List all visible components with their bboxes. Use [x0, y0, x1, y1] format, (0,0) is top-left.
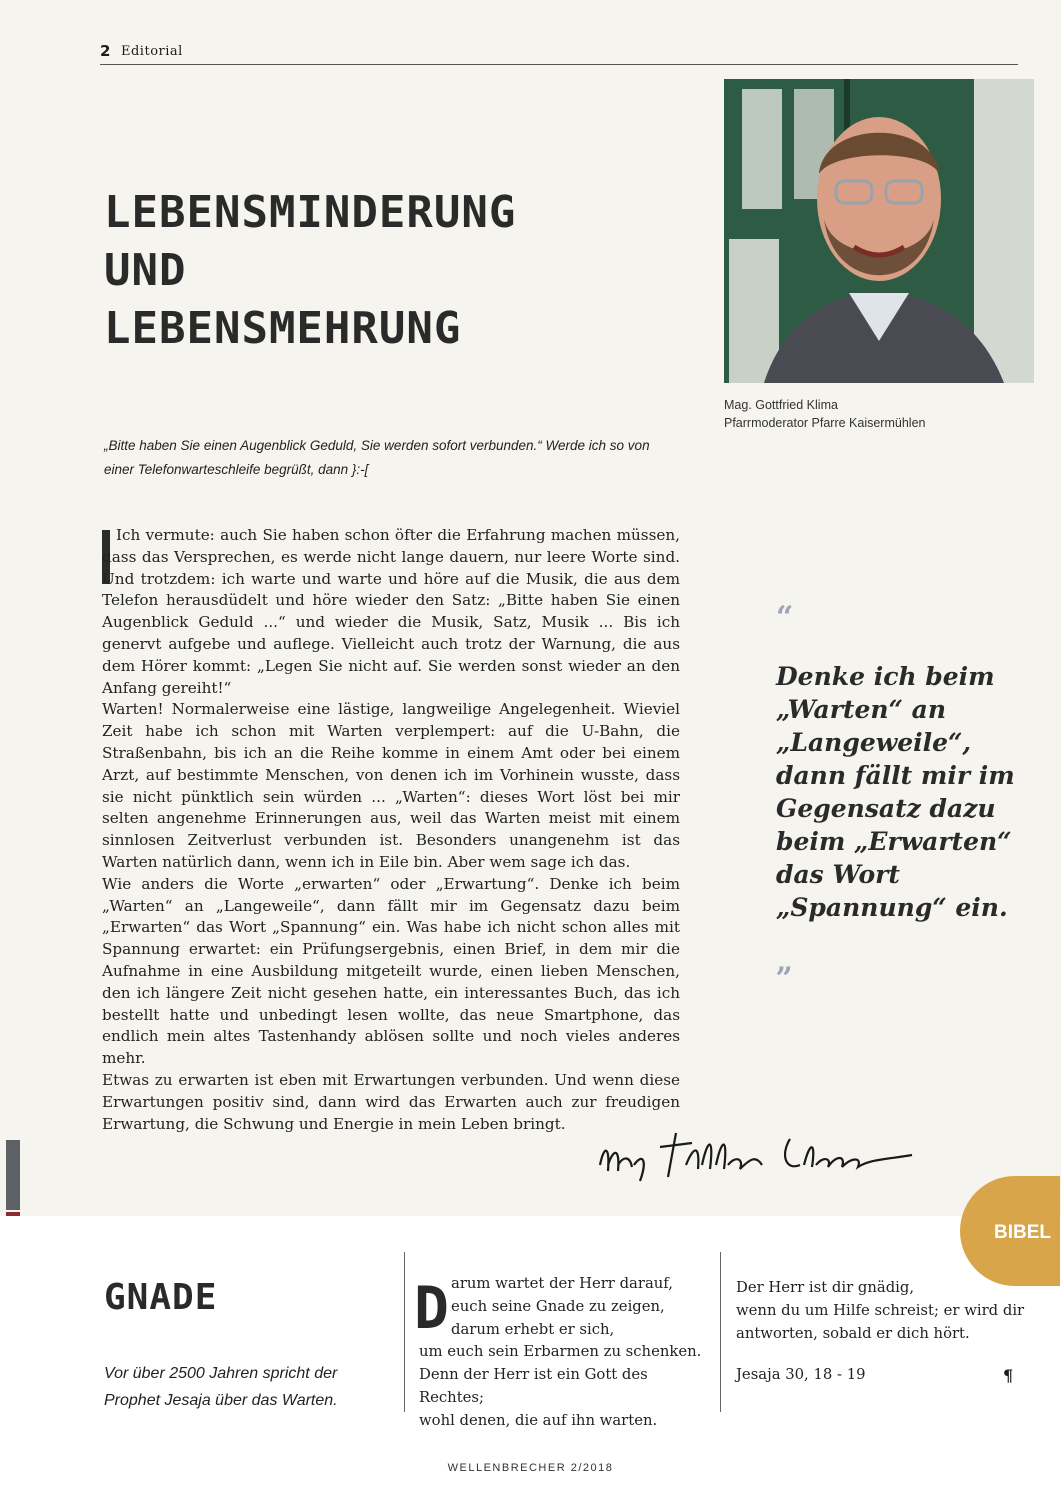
page-footer: WELLENBRECHER 2/2018 [447, 1462, 614, 1474]
article-body [102, 525, 680, 1135]
edge-strip [6, 1140, 20, 1210]
verse-line: darum erhebt er sich, [451, 1320, 615, 1338]
article-title [104, 184, 704, 358]
quote-close-mark: „ [776, 944, 794, 979]
bible-verse-right [736, 1277, 1026, 1345]
verse-line: euch seine Gnade zu zeigen, [451, 1297, 665, 1315]
bible-verse-left [419, 1273, 714, 1433]
verse-line: wenn du um Hilfe schreist; er wird dir [736, 1301, 1025, 1319]
body-paragraph: Wie anders die Worte „erwarten“ oder „Erwartung“. Denke ich beim „Warten“ an „Langeweile“, dann fällt mir im Gegensatz dazu beim „Erwarten“ das Wort „Spannung“ ein. Was habe ich nicht schon alles mit Spannung erwartet: ein Prüfungsergebnis, einen Brief, in dem mir die Aufnahme in eine Ausbildung mitgeteilt wurde, einen lieben Menschen, den ich längere Zeit nicht gesehen hatte, ein interessantes Buch, das ich bestellt hatte und unbedingt lesen wollte, das neue Smartphone, das endlich mein altes Tastenhandy ablösen sollte und noch vieles anderes mehr. [102, 874, 680, 1068]
verse-line: um euch sein Erbarmen zu schenken. [419, 1343, 702, 1361]
bible-reference: Jesaja 30, 18 - 19 [736, 1366, 866, 1383]
verse-line: arum wartet der Herr darauf, [451, 1275, 673, 1292]
title-line: UND [104, 245, 187, 297]
pilcrow-mark: ¶ [1003, 1366, 1014, 1385]
author-role: Pfarrmoderator Pfarre Kaisermühlen [724, 416, 926, 431]
author-signature [590, 1125, 920, 1191]
verse-line: antworten, sobald er dich hört. [736, 1324, 970, 1342]
header-divider [100, 64, 1018, 65]
verse-line: Der Herr ist dir gnädig, [736, 1279, 915, 1296]
title-line: LEBENSMEHRUNG [104, 303, 462, 355]
article-intro: „Bitte haben Sie einen Augenblick Geduld, Sie werden sofort verbunden.“ Werde ich so von einer Telefonwarteschleife begrüßt, dann }:-[ [104, 438, 650, 477]
bible-badge-label: BIBEL [994, 1222, 1051, 1243]
drop-cap-letter: D [414, 1274, 449, 1342]
pull-quote: Denke ich beim „Warten“ an „Langeweile“, dann fällt mir im Gegensatz dazu beim „Erwarten“ das Wort „Spannung“ ein. [776, 662, 1015, 922]
bible-title: GNADE [104, 1277, 218, 1318]
column-divider [720, 1252, 721, 1412]
author-photo [724, 79, 1034, 383]
photo-caption [724, 396, 925, 432]
body-paragraph: Ich vermute: auch Sie haben schon öfter die Erfahrung machen müssen, dass das Versprechen, es werde nicht lange dauern, nur leere Worte sind. Und trotzdem: ich warte und warte und höre auf die Musik, die aus dem Telefon herausdüdelt und höre wieder den Satz: „Bitte haben Sie einen Augenblick Geduld ...“ und wieder die Musik, Satz, Musik ... Bis ich genervt aufgebe und auflege. Vielleicht auch trotz der Warnung, die aus dem Hörer kommt: „Legen Sie nicht auf. Sie werden sonst wieder an den Anfang gereiht!“ [102, 526, 680, 697]
column-divider [404, 1252, 405, 1412]
title-line: LEBENSMINDERUNG [104, 187, 517, 238]
author-name: Mag. Gottfried Klima [724, 398, 838, 412]
verse-line: wohl denen, die auf ihn warten. [419, 1411, 658, 1429]
section-label: Editorial [121, 44, 183, 59]
verse-line: Denn der Herr ist ein Gott des Rechtes; [419, 1366, 648, 1406]
bible-subtitle: Vor über 2500 Jahren spricht der Prophet Jesaja über das Warten. [104, 1365, 338, 1409]
quote-open-mark: “ [776, 600, 794, 635]
body-paragraph: Etwas zu erwarten ist eben mit Erwartungen verbunden. Und wenn diese Erwartungen positiv sind, dann wird das Erwarten auch zur freudigen Erwartung, die Schwung und Energie in mein Leben bringt. [102, 1070, 680, 1133]
body-paragraph: Warten! Normalerweise eine lästige, langweilige Angelegenheit. Wieviel Zeit habe ich schon mit Warten verplempert: auf die U-Bahn, die Straßenbahn, bis ich an die Reihe komme in einem Amt oder bei einem Arzt, auf bestimmte Menschen, von denen ich im Vorhinein wusste, dass sie nicht pünktlich sein würden ... „Warten“: dieses Wort löst bei mir selten angenehme Erinnerungen aus, weil das Warten meist mit einem sinnlosen Zeitverlust verbunden ist. Besonders unangenehm ist das Warten natürlich dann, wenn ich in Eile bin. Aber wem sage ich das. [102, 700, 680, 871]
page-number: 2 [100, 42, 111, 60]
